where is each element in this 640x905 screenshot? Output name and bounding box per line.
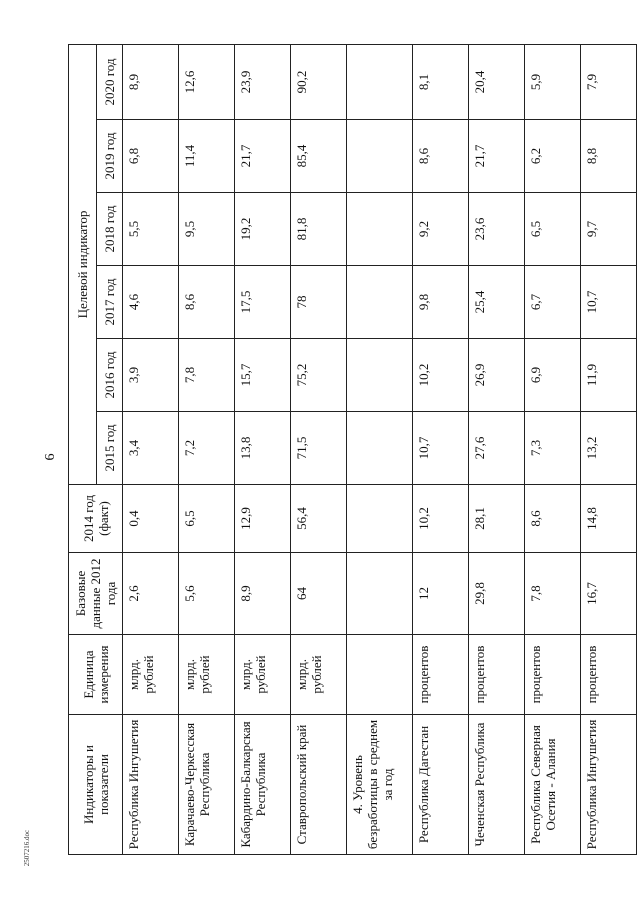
- row-value-cell: 3,4: [123, 412, 179, 485]
- table-row: [179, 44, 235, 854]
- header-2018: 2018 год: [97, 193, 123, 266]
- row-value-cell: 8,6: [179, 266, 235, 339]
- row-indicator-name: Республика Дагестан: [413, 715, 469, 855]
- row-value-cell: 8,8: [581, 120, 637, 193]
- row-value-cell: 8,6: [525, 485, 581, 553]
- row-unit: процентов: [413, 635, 469, 715]
- header-2020: 2020 год: [97, 44, 123, 119]
- row-value-cell: 0,4: [123, 485, 179, 553]
- row-value-cell: 14,8: [581, 485, 637, 553]
- row-value-cell: 5,9: [525, 44, 581, 119]
- row-value-cell: 7,2: [179, 412, 235, 485]
- row-value-cell: 6,5: [525, 193, 581, 266]
- row-value-cell: 9,5: [179, 193, 235, 266]
- row-value-cell: 19,2: [235, 193, 291, 266]
- table-row: [581, 44, 637, 854]
- row-value-cell: 25,4: [469, 266, 525, 339]
- row-indicator-name: Кабардино-Балкарская Республика: [235, 715, 291, 855]
- row-value-cell: 8,9: [123, 44, 179, 119]
- header-base-2012: Базовые данные 2012 года: [69, 553, 123, 635]
- row-value-cell: 9,2: [413, 193, 469, 266]
- row-value-cell: 27,6: [469, 412, 525, 485]
- row-unit: млрд. рублей: [179, 635, 235, 715]
- row-value-cell: 7,8: [525, 553, 581, 635]
- row-indicator-name: Республика Ингушетия: [581, 715, 637, 855]
- row-value-cell: 85,4: [291, 120, 347, 193]
- row-value-cell: 11,9: [581, 339, 637, 412]
- row-value-cell: 12: [413, 553, 469, 635]
- row-value-cell: [347, 266, 413, 339]
- row-value-cell: 3,9: [123, 339, 179, 412]
- row-value-cell: [347, 412, 413, 485]
- row-value-cell: 71,5: [291, 412, 347, 485]
- file-label: 2507216.doc: [23, 829, 31, 867]
- row-value-cell: 75,2: [291, 339, 347, 412]
- row-value-cell: [347, 485, 413, 553]
- table-body: [123, 44, 637, 854]
- indicators-table: [68, 44, 637, 855]
- row-value-cell: 9,8: [413, 266, 469, 339]
- page-number: 6: [43, 453, 58, 461]
- row-value-cell: 6,7: [525, 266, 581, 339]
- row-unit: млрд. рублей: [123, 635, 179, 715]
- row-value-cell: 4,6: [123, 266, 179, 339]
- table-row: [235, 44, 291, 854]
- row-unit: [347, 635, 413, 715]
- row-value-cell: 23,9: [235, 44, 291, 119]
- row-indicator-name: Карачаево-Черкесская Республика: [179, 715, 235, 855]
- header-2016: 2016 год: [97, 339, 123, 412]
- header-indicator: Индикаторы и показатели: [69, 715, 123, 855]
- table-row: [347, 44, 413, 854]
- row-value-cell: 8,6: [413, 120, 469, 193]
- row-value-cell: 56,4: [291, 485, 347, 553]
- row-value-cell: 6,8: [123, 120, 179, 193]
- row-value-cell: 13,2: [581, 412, 637, 485]
- row-value-cell: [347, 193, 413, 266]
- table-row: [525, 44, 581, 854]
- header-2014-fact: 2014 год (факт): [69, 485, 123, 553]
- table-row: [469, 44, 525, 854]
- row-value-cell: 28,1: [469, 485, 525, 553]
- row-value-cell: 10,7: [413, 412, 469, 485]
- row-value-cell: 90,2: [291, 44, 347, 119]
- row-value-cell: 9,7: [581, 193, 637, 266]
- row-value-cell: [347, 339, 413, 412]
- row-value-cell: [347, 120, 413, 193]
- row-value-cell: 7,3: [525, 412, 581, 485]
- row-value-cell: 64: [291, 553, 347, 635]
- row-value-cell: 13,8: [235, 412, 291, 485]
- row-value-cell: 21,7: [235, 120, 291, 193]
- row-value-cell: 7,8: [179, 339, 235, 412]
- table-row: [413, 44, 469, 854]
- row-indicator-name: Ставропольский край: [291, 715, 347, 855]
- row-unit: процентов: [525, 635, 581, 715]
- header-unit: Единица измерения: [69, 635, 123, 715]
- row-indicator-name: 4. Уровень безработицы в среднем за год: [347, 715, 413, 855]
- row-value-cell: 6,2: [525, 120, 581, 193]
- row-value-cell: 81,8: [291, 193, 347, 266]
- row-unit: млрд. рублей: [235, 635, 291, 715]
- row-value-cell: 12,9: [235, 485, 291, 553]
- row-value-cell: 6,5: [179, 485, 235, 553]
- header-2019: 2019 год: [97, 120, 123, 193]
- row-value-cell: [347, 44, 413, 119]
- table-head: [69, 44, 123, 854]
- row-value-cell: [347, 553, 413, 635]
- row-value-cell: 23,6: [469, 193, 525, 266]
- row-unit: процентов: [581, 635, 637, 715]
- row-value-cell: 10,2: [413, 339, 469, 412]
- row-value-cell: 8,9: [235, 553, 291, 635]
- row-value-cell: 2,6: [123, 553, 179, 635]
- table-row: [291, 44, 347, 854]
- row-value-cell: 15,7: [235, 339, 291, 412]
- row-value-cell: 21,7: [469, 120, 525, 193]
- row-value-cell: 17,5: [235, 266, 291, 339]
- row-value-cell: 6,9: [525, 339, 581, 412]
- header-2017: 2017 год: [97, 266, 123, 339]
- row-value-cell: 8,1: [413, 44, 469, 119]
- row-value-cell: 5,5: [123, 193, 179, 266]
- row-value-cell: 26,9: [469, 339, 525, 412]
- row-value-cell: 7,9: [581, 44, 637, 119]
- row-value-cell: 20,4: [469, 44, 525, 119]
- header-2015: 2015 год: [97, 412, 123, 485]
- row-value-cell: 78: [291, 266, 347, 339]
- row-indicator-name: Чеченская Республика: [469, 715, 525, 855]
- row-value-cell: 5,6: [179, 553, 235, 635]
- row-value-cell: 29,8: [469, 553, 525, 635]
- row-value-cell: 12,6: [179, 44, 235, 119]
- row-indicator-name: Республика Северная Осетия - Алания: [525, 715, 581, 855]
- row-unit: процентов: [469, 635, 525, 715]
- table-row: [123, 44, 179, 854]
- row-indicator-name: Республика Ингушетия: [123, 715, 179, 855]
- row-value-cell: 10,2: [413, 485, 469, 553]
- row-value-cell: 16,7: [581, 553, 637, 635]
- row-value-cell: 11,4: [179, 120, 235, 193]
- row-unit: млрд. рублей: [291, 635, 347, 715]
- header-target-indicator: Целевой индикатор: [69, 44, 97, 484]
- row-value-cell: 10,7: [581, 266, 637, 339]
